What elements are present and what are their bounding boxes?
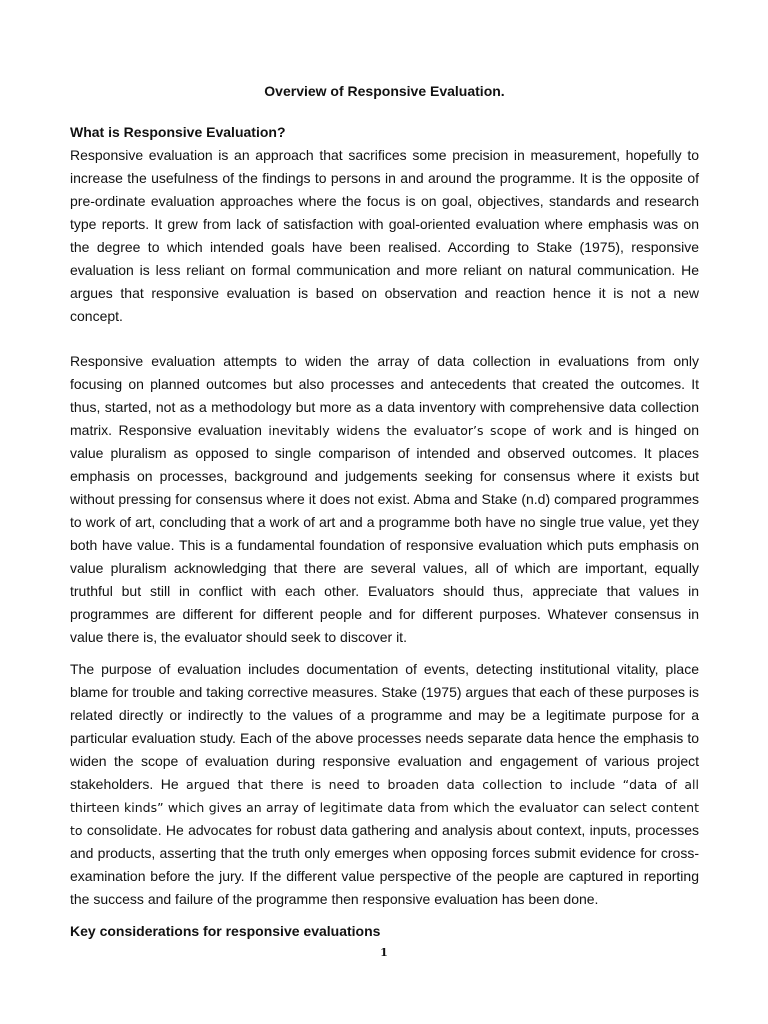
paragraph-2-text-b: inevitably widens the evaluator’s scope of work bbox=[268, 423, 583, 438]
paragraph-3-text-b: argued that there is need to broaden data collection to include “data of all thirteen kinds” which gives an array of legitimate data from which the evaluator can select content to bbox=[70, 777, 699, 838]
paragraph-3-text-c: consolidate. He advocates for robust data gathering and analysis about context, inputs, processes and products, asserting that the truth only emerges when opposing forces submit evidence for cross-examination before the jury. If the different value perspective of the people are captured in reporting the success and failure of the programme then responsive evaluation has been done. bbox=[70, 822, 699, 907]
paragraph-3 bbox=[70, 658, 699, 911]
section-heading-what-is: What is Responsive Evaluation? bbox=[70, 124, 286, 140]
section-heading-key-considerations: Key considerations for responsive evaluations bbox=[70, 923, 381, 939]
page-number: 1 bbox=[380, 946, 388, 959]
paragraph-2 bbox=[70, 350, 699, 649]
document-title: Overview of Responsive Evaluation. bbox=[264, 83, 505, 99]
paragraph-2-text-c: and is hinged on value pluralism as opposed to single comparison of intended and observed outcomes. It places emphasis on processes, background and judgements seeking for consensus where it exists but without pressing for consensus where it does not exist. Abma and Stake (n.d) compared programmes to work of art, concluding that a work of art and a programme both have no single true value, yet they both have value. This is a fundamental foundation of responsive evaluation which puts emphasis on value pluralism acknowledging that there are several values, all of which are important, equally truthful but still in conflict with each other. Evaluators should thus, appreciate that values in programmes are different for different people and for different purposes. Whatever consensus in value there is, the evaluator should seek to discover it. bbox=[70, 422, 699, 645]
paragraph-3-text-a: The purpose of evaluation includes documentation of events, detecting institutional vitality, place blame for trouble and taking corrective measures. Stake (1975) argues that each of these purposes is related directly or indirectly to the values of a programme and may be a legitimate purpose for a particular evaluation study. Each of the above processes needs separate data hence the emphasis to widen the scope of evaluation during responsive evaluation and engagement of various project stakeholders. He bbox=[70, 661, 699, 792]
document-page bbox=[70, 80, 699, 943]
paragraph-2-text-a: Responsive evaluation attempts to widen the array of data collection in evaluations from only focusing on planned outcomes but also processes and antecedents that created the outcomes. It thus, started, not as a methodology but more as a data inventory with comprehensive data collection matrix. Responsive evaluation bbox=[70, 353, 699, 438]
paragraph-1: Responsive evaluation is an approach that sacrifices some precision in measurement, hopefully to increase the usefulness of the findings to persons in and around the programme. It is the opposite of pre-ordinate evaluation approaches where the focus is on goal, objectives, standards and research type reports. It grew from lack of satisfaction with goal-oriented evaluation where emphasis was on the degree to which intended goals have been realised. According to Stake (1975), responsive evaluation is less reliant on formal communication and more reliant on natural communication. He argues that responsive evaluation is based on observation and reaction hence it is not a new concept. bbox=[70, 147, 699, 324]
